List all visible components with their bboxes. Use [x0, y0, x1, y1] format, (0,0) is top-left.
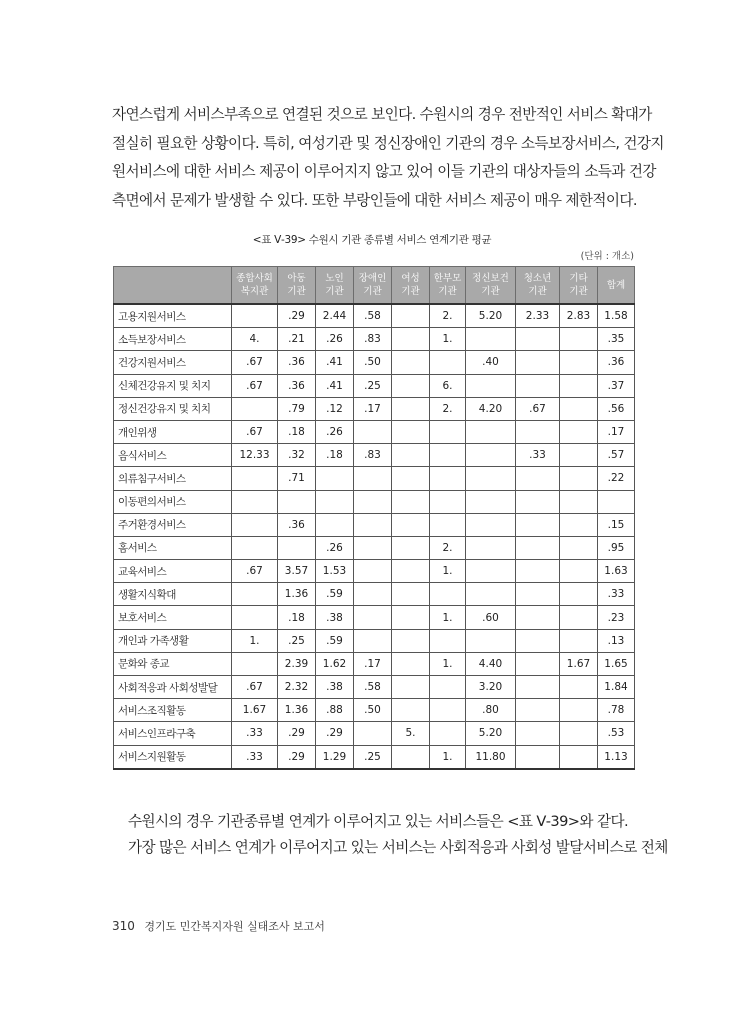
- table-row: [114, 560, 635, 583]
- value-cell: [560, 629, 598, 652]
- value-cell: 1.67: [560, 652, 598, 675]
- value-cell: [516, 606, 560, 629]
- table-caption: <표 Ⅴ-39> 수원시 기관 종류별 서비스 연계기관 평균: [252, 234, 492, 246]
- value-cell: [560, 606, 598, 629]
- value-cell: [430, 629, 466, 652]
- row-header-cell: 보호서비스: [114, 606, 232, 629]
- value-cell: .35: [598, 328, 635, 351]
- value-cell: [516, 490, 560, 513]
- column-header: [354, 267, 392, 305]
- table-row: [114, 536, 635, 559]
- table-row: [114, 583, 635, 606]
- value-cell: [560, 444, 598, 467]
- table-row: [114, 420, 635, 443]
- value-cell: 5.: [392, 722, 430, 745]
- value-cell: 2.: [430, 536, 466, 559]
- value-cell: [392, 351, 430, 374]
- value-cell: [430, 676, 466, 699]
- page-footer: [112, 918, 325, 934]
- row-header-cell: 교육서비스: [114, 560, 232, 583]
- column-header: [516, 267, 560, 305]
- value-cell: [598, 490, 635, 513]
- header-line: 기관: [481, 286, 500, 297]
- value-cell: [232, 513, 278, 536]
- value-cell: [560, 513, 598, 536]
- value-cell: .95: [598, 536, 635, 559]
- header-line: 복지관: [240, 286, 269, 297]
- value-cell: [560, 560, 598, 583]
- value-cell: [232, 583, 278, 606]
- value-cell: [516, 583, 560, 606]
- row-header-cell: 의류침구서비스: [114, 467, 232, 490]
- value-cell: .67: [516, 397, 560, 420]
- value-cell: .80: [466, 699, 516, 722]
- value-cell: [392, 560, 430, 583]
- value-cell: [466, 420, 516, 443]
- header-line: 노인: [325, 273, 344, 284]
- value-cell: 1.: [430, 560, 466, 583]
- paragraph-line: 측면에서 문제가 발생할 수 있다. 또한 부랑인들에 대한 서비스 제공이 매우 제한적이다.: [112, 191, 637, 209]
- table-row: [114, 606, 635, 629]
- value-cell: [560, 351, 598, 374]
- table-row: [114, 351, 635, 374]
- value-cell: .58: [354, 676, 392, 699]
- value-cell: .29: [278, 304, 316, 328]
- table-row: [114, 467, 635, 490]
- value-cell: .38: [316, 606, 354, 629]
- value-cell: .15: [598, 513, 635, 536]
- value-cell: .83: [354, 328, 392, 351]
- header-line: 여성: [401, 273, 420, 284]
- table-row: [114, 722, 635, 745]
- value-cell: .67: [232, 351, 278, 374]
- table-row: [114, 652, 635, 675]
- page-number: 310: [112, 919, 135, 933]
- value-cell: [560, 397, 598, 420]
- value-cell: .56: [598, 397, 635, 420]
- value-cell: .17: [354, 652, 392, 675]
- value-cell: .21: [278, 328, 316, 351]
- value-cell: .50: [354, 699, 392, 722]
- value-cell: [466, 328, 516, 351]
- column-header: [316, 267, 354, 305]
- table-row: [114, 444, 635, 467]
- value-cell: 12.33: [232, 444, 278, 467]
- row-header-cell: 정신건강유지 및 치치: [114, 397, 232, 420]
- value-cell: .36: [278, 513, 316, 536]
- summary-paragraph: [112, 809, 668, 861]
- value-cell: .57: [598, 444, 635, 467]
- value-cell: [392, 699, 430, 722]
- value-cell: [466, 513, 516, 536]
- value-cell: 1.13: [598, 745, 635, 769]
- header-line: 기관: [363, 286, 382, 297]
- row-header-cell: 건강지원서비스: [114, 351, 232, 374]
- header-line: 기관: [325, 286, 344, 297]
- value-cell: .32: [278, 444, 316, 467]
- value-cell: [560, 420, 598, 443]
- column-header: [430, 267, 466, 305]
- value-cell: 1.62: [316, 652, 354, 675]
- value-cell: [560, 722, 598, 745]
- value-cell: 1.63: [598, 560, 635, 583]
- value-cell: [516, 420, 560, 443]
- table-row: [114, 745, 635, 769]
- value-cell: [392, 629, 430, 652]
- table-row: [114, 513, 635, 536]
- value-cell: 2.39: [278, 652, 316, 675]
- row-header-cell: 홈서비스: [114, 536, 232, 559]
- value-cell: [430, 722, 466, 745]
- value-cell: [392, 397, 430, 420]
- value-cell: [392, 304, 430, 328]
- value-cell: [392, 467, 430, 490]
- value-cell: .22: [598, 467, 635, 490]
- value-cell: [354, 560, 392, 583]
- value-cell: 1.29: [316, 745, 354, 769]
- value-cell: .18: [316, 444, 354, 467]
- value-cell: 1.: [430, 745, 466, 769]
- value-cell: .25: [354, 374, 392, 397]
- row-header-cell: 사회적응과 사회성발달: [114, 676, 232, 699]
- value-cell: [516, 374, 560, 397]
- value-cell: [232, 304, 278, 328]
- value-cell: [516, 745, 560, 769]
- value-cell: [560, 467, 598, 490]
- value-cell: [392, 513, 430, 536]
- value-cell: [516, 629, 560, 652]
- value-cell: [516, 467, 560, 490]
- value-cell: [516, 351, 560, 374]
- value-cell: [430, 444, 466, 467]
- value-cell: [232, 467, 278, 490]
- table-row: [114, 490, 635, 513]
- value-cell: [466, 444, 516, 467]
- intro-paragraph: [112, 101, 664, 215]
- value-cell: [232, 652, 278, 675]
- header-line: 기관: [401, 286, 420, 297]
- value-cell: 2.44: [316, 304, 354, 328]
- value-cell: .33: [232, 722, 278, 745]
- table-row: [114, 676, 635, 699]
- value-cell: [560, 699, 598, 722]
- value-cell: .33: [516, 444, 560, 467]
- value-cell: .71: [278, 467, 316, 490]
- value-cell: [466, 560, 516, 583]
- value-cell: [560, 676, 598, 699]
- row-header-cell: 고용지원서비스: [114, 304, 232, 328]
- table-row: [114, 397, 635, 420]
- value-cell: [430, 490, 466, 513]
- value-cell: .33: [232, 745, 278, 769]
- value-cell: .88: [316, 699, 354, 722]
- value-cell: 1.65: [598, 652, 635, 675]
- value-cell: 1.53: [316, 560, 354, 583]
- value-cell: [354, 606, 392, 629]
- table-body: [114, 304, 635, 769]
- value-cell: [560, 745, 598, 769]
- value-cell: .40: [466, 351, 516, 374]
- value-cell: 4.20: [466, 397, 516, 420]
- value-cell: .60: [466, 606, 516, 629]
- value-cell: [466, 467, 516, 490]
- value-cell: [392, 745, 430, 769]
- value-cell: [232, 536, 278, 559]
- value-cell: .18: [278, 606, 316, 629]
- value-cell: [466, 629, 516, 652]
- value-cell: [516, 722, 560, 745]
- table-row: [114, 699, 635, 722]
- value-cell: [516, 513, 560, 536]
- value-cell: 5.20: [466, 304, 516, 328]
- value-cell: .29: [278, 722, 316, 745]
- row-header-cell: 서비스지원활동: [114, 745, 232, 769]
- row-header-cell: 생활지식확대: [114, 583, 232, 606]
- value-cell: 1.: [430, 328, 466, 351]
- row-header-cell: 신체건강유지 및 치지: [114, 374, 232, 397]
- value-cell: [392, 420, 430, 443]
- value-cell: .29: [316, 722, 354, 745]
- value-cell: 1.84: [598, 676, 635, 699]
- column-header: [232, 267, 278, 305]
- report-title: 경기도 민간복지자원 실태조사 보고서: [144, 920, 325, 933]
- value-cell: 1.: [430, 606, 466, 629]
- value-cell: 3.57: [278, 560, 316, 583]
- value-cell: [466, 374, 516, 397]
- value-cell: [278, 490, 316, 513]
- value-cell: [392, 652, 430, 675]
- header-corner-cell: [114, 267, 232, 305]
- column-header: [466, 267, 516, 305]
- value-cell: [516, 652, 560, 675]
- value-cell: [392, 328, 430, 351]
- row-header-cell: 개인위생: [114, 420, 232, 443]
- header-line: 청소년: [523, 273, 552, 284]
- value-cell: [516, 699, 560, 722]
- value-cell: .67: [232, 560, 278, 583]
- paragraph-line: 절실히 필요한 상황이다. 특히, 여성기관 및 정신장애인 기관의 경우 소득보장서비스, 건강지: [112, 134, 664, 152]
- paragraph-line: 원서비스에 대한 서비스 제공이 이루어지지 않고 있어 이들 기관의 대상자들의 소득과 건강: [112, 163, 656, 180]
- value-cell: [354, 420, 392, 443]
- value-cell: [516, 536, 560, 559]
- row-header-cell: 주거환경서비스: [114, 513, 232, 536]
- value-cell: .26: [316, 328, 354, 351]
- value-cell: [354, 536, 392, 559]
- value-cell: .78: [598, 699, 635, 722]
- value-cell: .41: [316, 374, 354, 397]
- value-cell: [232, 397, 278, 420]
- header-line: 기타: [569, 273, 588, 284]
- value-cell: .29: [278, 745, 316, 769]
- value-cell: [430, 420, 466, 443]
- value-cell: [392, 536, 430, 559]
- value-cell: 1.58: [598, 304, 635, 328]
- row-header-cell: 문화와 종교: [114, 652, 232, 675]
- value-cell: .12: [316, 397, 354, 420]
- value-cell: [316, 490, 354, 513]
- value-cell: 1.67: [232, 699, 278, 722]
- value-cell: .17: [598, 420, 635, 443]
- value-cell: [430, 467, 466, 490]
- table-row: [114, 328, 635, 351]
- value-cell: [430, 513, 466, 536]
- header-line: 한부모: [433, 273, 462, 284]
- table-header-row: [114, 267, 635, 305]
- row-header-cell: 소득보장서비스: [114, 328, 232, 351]
- value-cell: 1.: [430, 652, 466, 675]
- value-cell: 1.36: [278, 699, 316, 722]
- value-cell: [392, 583, 430, 606]
- header-line: 아동: [287, 273, 306, 284]
- table-row: [114, 304, 635, 328]
- header-line: 정신보건: [472, 273, 509, 284]
- row-header-cell: 음식서비스: [114, 444, 232, 467]
- header-line: 기관: [569, 286, 588, 297]
- value-cell: .53: [598, 722, 635, 745]
- row-header-cell: 서비스인프라구축: [114, 722, 232, 745]
- value-cell: [354, 467, 392, 490]
- value-cell: [278, 536, 316, 559]
- value-cell: [516, 676, 560, 699]
- value-cell: .36: [598, 351, 635, 374]
- value-cell: .17: [354, 397, 392, 420]
- value-cell: 4.: [232, 328, 278, 351]
- value-cell: 2.83: [560, 304, 598, 328]
- value-cell: [466, 583, 516, 606]
- table-row: [114, 629, 635, 652]
- value-cell: 1.: [232, 629, 278, 652]
- value-cell: [392, 374, 430, 397]
- value-cell: [560, 328, 598, 351]
- header-line: 장애인: [358, 273, 387, 284]
- value-cell: [430, 351, 466, 374]
- value-cell: [354, 722, 392, 745]
- value-cell: .37: [598, 374, 635, 397]
- value-cell: .36: [278, 374, 316, 397]
- row-header-cell: 서비스조직활동: [114, 699, 232, 722]
- header-line: 합계: [606, 279, 626, 291]
- value-cell: [354, 513, 392, 536]
- value-cell: .67: [232, 374, 278, 397]
- value-cell: [516, 560, 560, 583]
- paragraph-line: 자연스럽게 서비스부족으로 연결된 것으로 보인다. 수원시의 경우 전반적인 서비스 확대가: [112, 106, 652, 123]
- value-cell: .67: [232, 676, 278, 699]
- value-cell: [354, 629, 392, 652]
- value-cell: [232, 490, 278, 513]
- header-line: 종합사회: [236, 273, 273, 284]
- value-cell: [430, 699, 466, 722]
- value-cell: .67: [232, 420, 278, 443]
- value-cell: .58: [354, 304, 392, 328]
- row-header-cell: 개인과 가족생활: [114, 629, 232, 652]
- value-cell: 2.: [430, 397, 466, 420]
- row-header-cell: 이동편의서비스: [114, 490, 232, 513]
- value-cell: .36: [278, 351, 316, 374]
- header-line: 기관: [528, 286, 547, 297]
- value-cell: [316, 513, 354, 536]
- header-line: 기관: [287, 286, 306, 297]
- value-cell: [560, 374, 598, 397]
- value-cell: .23: [598, 606, 635, 629]
- value-cell: 3.20: [466, 676, 516, 699]
- paragraph-line: 가장 많은 서비스 연계가 이루어지고 있는 서비스는 사회적응과 사회성 발달서비스로 전체: [128, 839, 668, 856]
- value-cell: .79: [278, 397, 316, 420]
- value-cell: .38: [316, 676, 354, 699]
- value-cell: .83: [354, 444, 392, 467]
- value-cell: .59: [316, 629, 354, 652]
- value-cell: [316, 467, 354, 490]
- unit-note: (단위 : 개소): [580, 251, 634, 262]
- value-cell: 2.: [430, 304, 466, 328]
- value-cell: 4.40: [466, 652, 516, 675]
- header-line: 기관: [438, 286, 457, 297]
- column-header: [278, 267, 316, 305]
- value-cell: [354, 490, 392, 513]
- value-cell: [466, 490, 516, 513]
- value-cell: .13: [598, 629, 635, 652]
- value-cell: 5.20: [466, 722, 516, 745]
- value-cell: 2.33: [516, 304, 560, 328]
- column-header: [560, 267, 598, 305]
- value-cell: .25: [278, 629, 316, 652]
- paragraph-line: 수원시의 경우 기관종류별 연계가 이루어지고 있는 서비스들은 <표 Ⅴ-39>와 같다.: [128, 813, 628, 830]
- value-cell: .26: [316, 420, 354, 443]
- value-cell: .25: [354, 745, 392, 769]
- value-cell: .18: [278, 420, 316, 443]
- table-row: [114, 374, 635, 397]
- value-cell: [392, 676, 430, 699]
- value-cell: 2.32: [278, 676, 316, 699]
- value-cell: [232, 606, 278, 629]
- column-header: [392, 267, 430, 305]
- value-cell: [392, 490, 430, 513]
- column-header: [598, 267, 635, 305]
- value-cell: [466, 536, 516, 559]
- value-cell: .50: [354, 351, 392, 374]
- value-cell: [516, 328, 560, 351]
- value-cell: .33: [598, 583, 635, 606]
- value-cell: [560, 583, 598, 606]
- value-cell: 11.80: [466, 745, 516, 769]
- value-cell: .59: [316, 583, 354, 606]
- value-cell: .26: [316, 536, 354, 559]
- value-cell: [560, 490, 598, 513]
- value-cell: [392, 606, 430, 629]
- value-cell: [354, 583, 392, 606]
- value-cell: [430, 583, 466, 606]
- value-cell: 1.36: [278, 583, 316, 606]
- value-cell: 6.: [430, 374, 466, 397]
- value-cell: [392, 444, 430, 467]
- value-cell: [560, 536, 598, 559]
- value-cell: .41: [316, 351, 354, 374]
- service-linkage-table: [113, 266, 635, 770]
